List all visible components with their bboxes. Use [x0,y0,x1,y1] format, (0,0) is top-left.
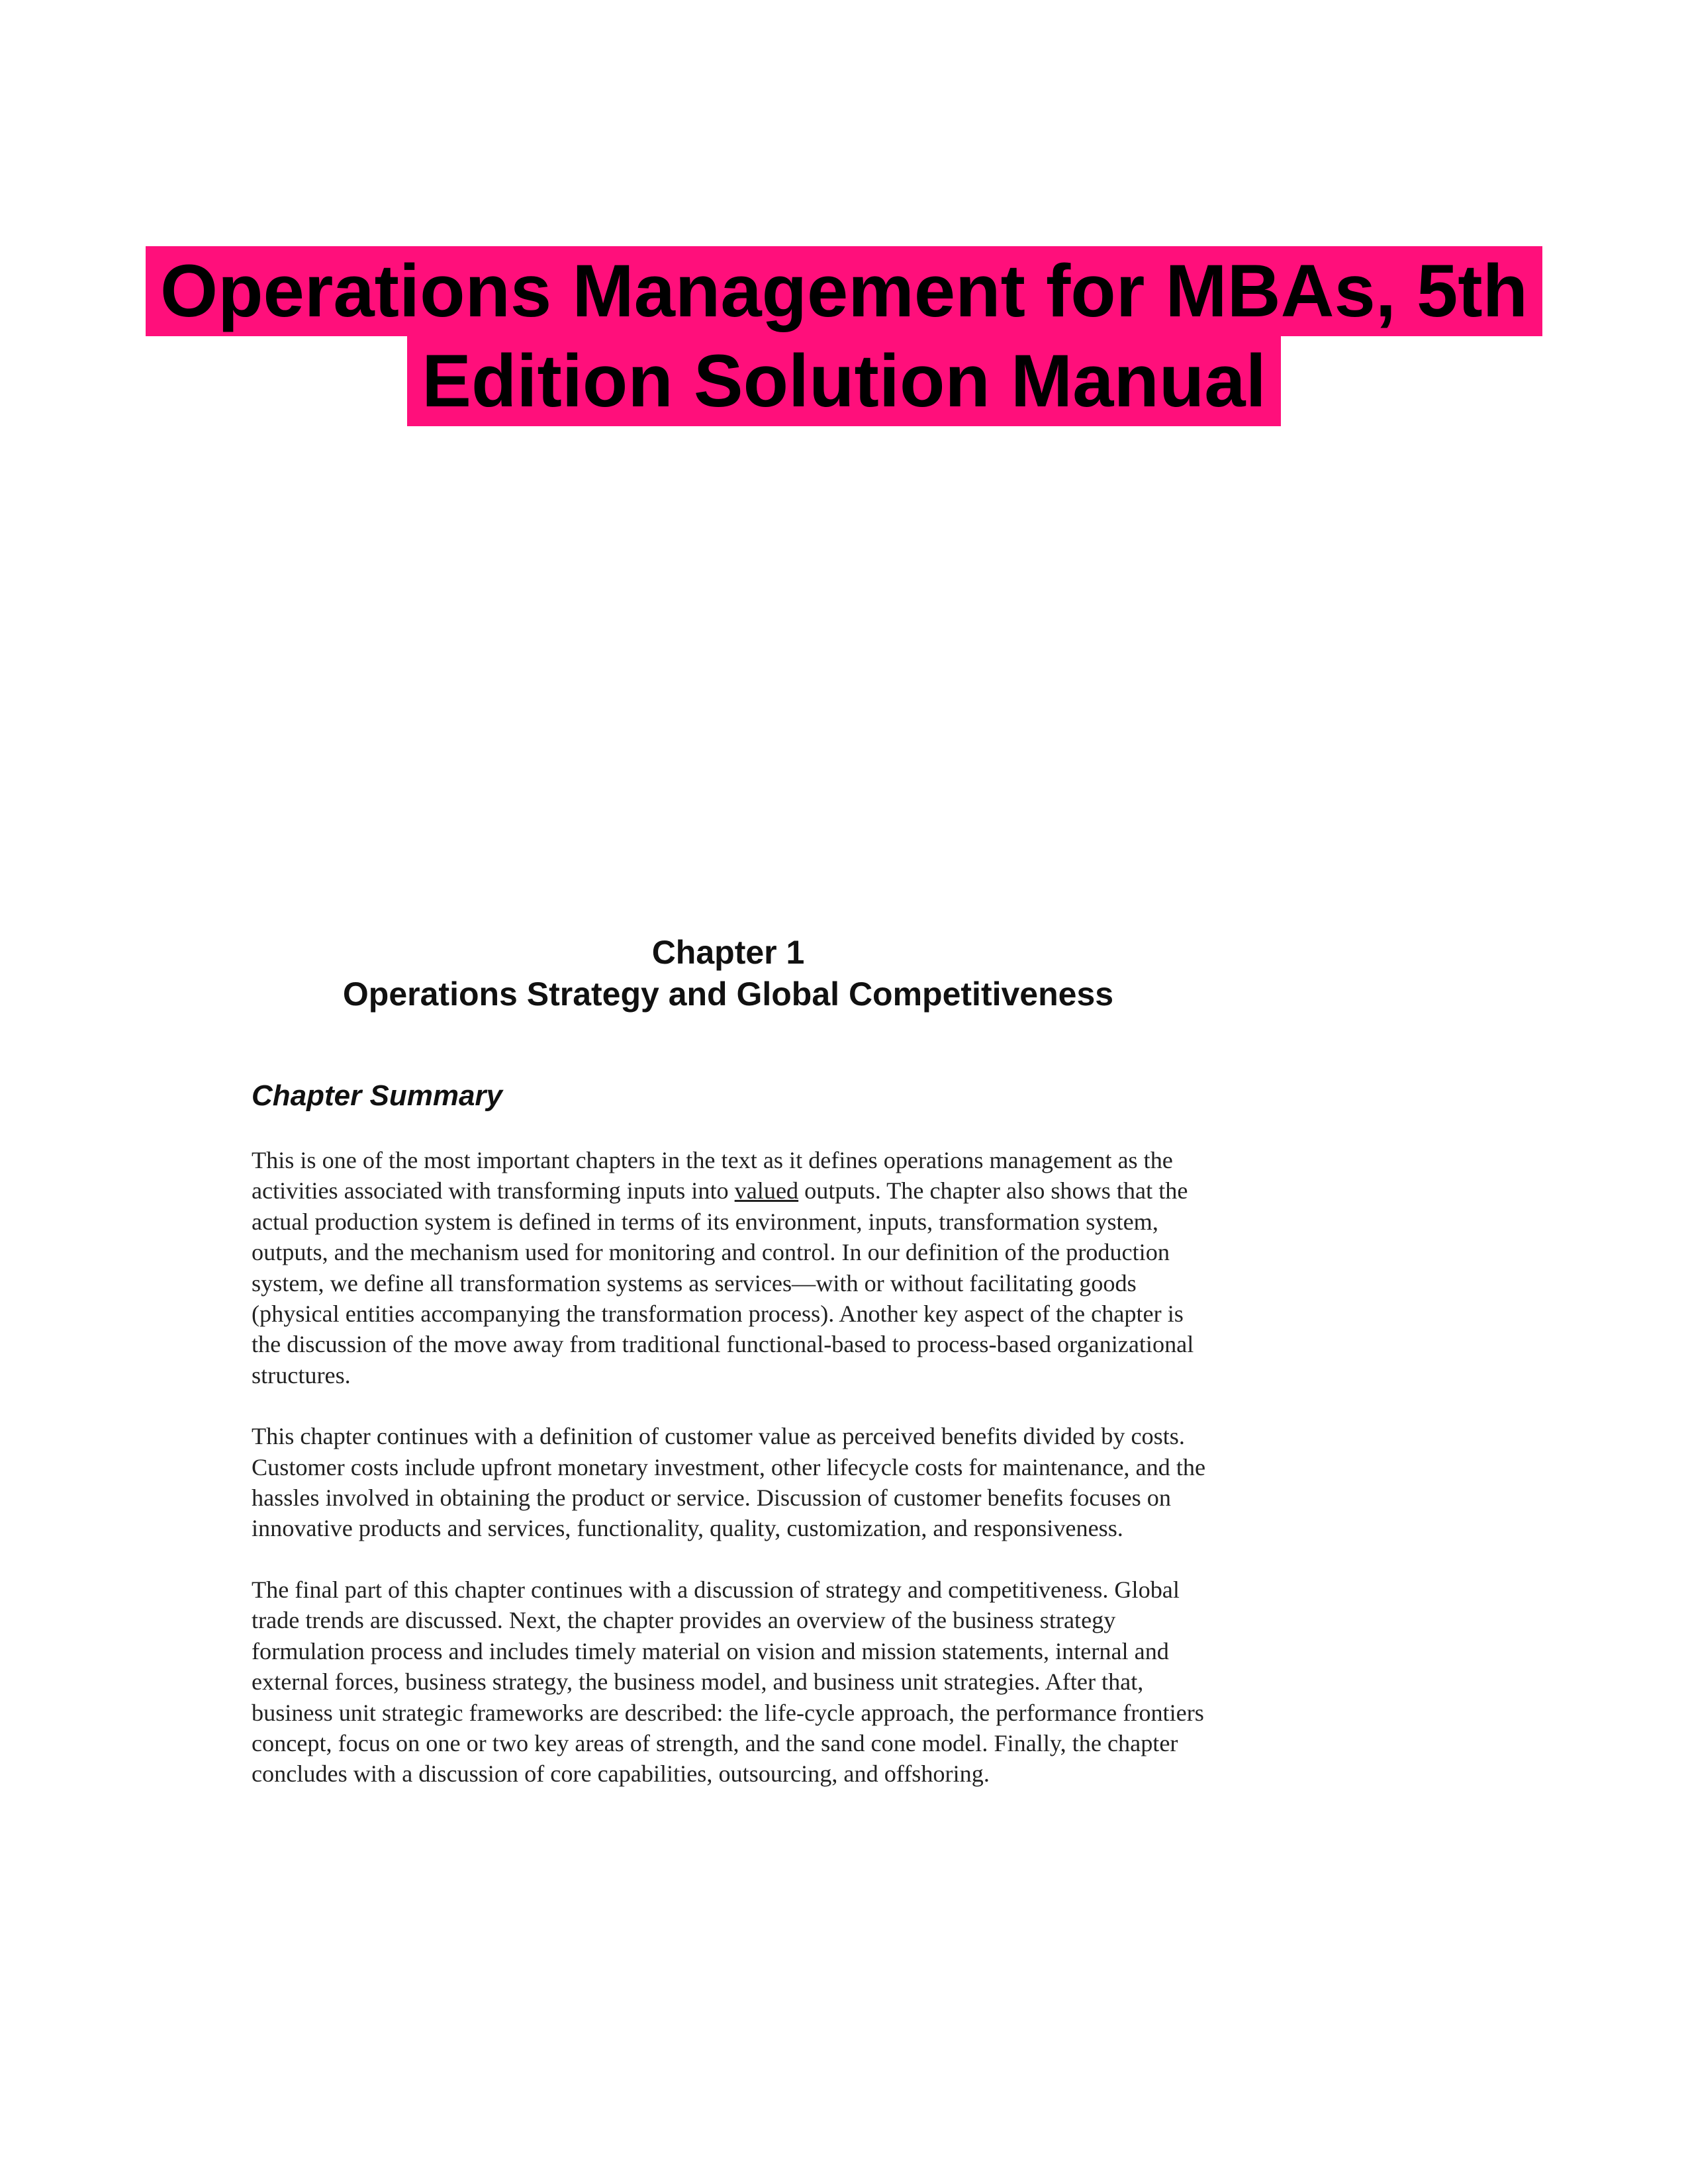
summary-paragraph-2: This chapter continues with a definition of customer value as perceived benefits divided by costs. Customer costs include upfront monetary investment, other lifecycle costs for maintenance, and the hassles involved in obtaining the product or service. Discussion of customer benefits focuses on innovative products and services, functionality, quality, customization, and responsiveness. [252,1423,1206,1542]
chapter-heading [252,932,1205,1015]
summary-paragraph-1 [252,1145,1218,1390]
summary-heading: Chapter Summary [252,1079,503,1112]
chapter-summary [252,1145,1218,1820]
chapter-number: Chapter 1 [651,934,805,971]
document-title [0,246,1688,426]
paragraph-1-text-end: outputs. The chapter also shows that the actual production system is defined in terms of its environment, inputs, transformation system, outputs, and the mechanism used for monitoring and control. In our definition of the production system, we define all transformation systems as services—with or without facilitating goods (physical entities accompanying the transformation process). Another key aspect of the chapter is the discussion of the move away from traditional functional-based to process-based organizational structures. [252,1177,1194,1388]
title-line-1: Operations Management for MBAs, 5th [146,246,1542,336]
paragraph-1-text-start: This is one of the most important chapters in the text as it defines operations management as the activities associated with transforming inputs into [252,1147,1173,1205]
summary-paragraph-3: The final part of this chapter continues with a discussion of strategy and competitiveness. Global trade trends are discussed. Next, the chapter provides an overview of the business strategy formulation process and includes timely material on vision and mission statements, internal and external forces, business strategy, the business model, and business unit strategies. After that, business unit strategic frameworks are described: the life-cycle approach, the performance frontiers concept, focus on one or two key areas of strength, and the sand cone model. Finally, the chapter concludes with a discussion of core capabilities, outsourcing, and offshoring. [252,1576,1204,1788]
underlined-word: valued [734,1177,799,1205]
title-line-2: Edition Solution Manual [407,336,1280,426]
chapter-title: Operations Strategy and Global Competitiveness [342,976,1114,1013]
